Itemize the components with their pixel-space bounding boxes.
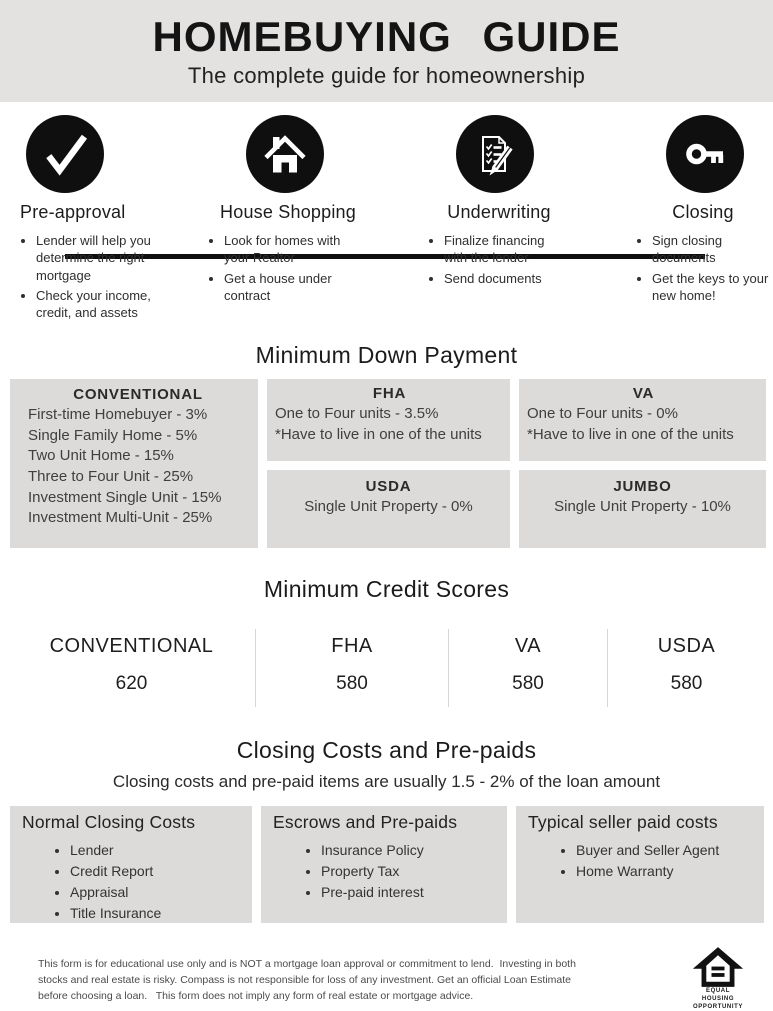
box-heading: Escrows and Pre-paids	[273, 812, 458, 832]
down-payment-item: *Have to live in one of the units	[527, 425, 734, 443]
step-bullets	[208, 232, 368, 304]
closing-costs-title: Closing Costs and Pre-paids	[236, 737, 537, 763]
down-payment-section	[0, 342, 773, 548]
step-closing	[636, 202, 770, 307]
normal-closing-costs-box	[10, 806, 252, 923]
loan-type-label: VA	[514, 635, 542, 657]
credit-score-value: 580	[336, 673, 368, 694]
down-payment-item: *Have to live in one of the units	[275, 425, 482, 443]
credit-score-column	[449, 629, 608, 707]
closing-costs-grid	[0, 806, 773, 923]
list-item: • Look for homes with your Realtor	[224, 232, 368, 267]
house-icon	[246, 115, 324, 193]
loan-type-label: CONVENTIONAL	[49, 635, 214, 657]
conventional-box	[10, 379, 258, 548]
credit-scores-title: Minimum Credit Scores	[263, 576, 510, 602]
box-heading: JUMBO	[613, 478, 672, 495]
footer	[0, 947, 773, 1010]
list-item: • Title Insurance	[70, 903, 244, 924]
credit-score-column	[608, 629, 765, 707]
down-payment-item: Single Unit Property - 10%	[554, 498, 731, 515]
checkmark-icon	[26, 115, 104, 193]
step-title: Pre-approval	[20, 202, 126, 222]
closing-costs-list	[22, 840, 244, 924]
step-underwriting	[428, 202, 570, 290]
step-bullets	[20, 232, 188, 321]
step-title: House Shopping	[220, 202, 356, 222]
list-item: • Buyer and Seller Agent	[576, 840, 756, 861]
down-payment-item: Single Family Home - 5%	[28, 426, 198, 444]
step-bullets	[636, 232, 770, 304]
box-heading: VA	[632, 385, 655, 402]
closing-costs-list	[273, 840, 499, 903]
page-title: HOMEBUYING GUIDE	[152, 13, 621, 60]
down-payment-item: Investment Multi-Unit - 25%	[28, 509, 213, 527]
down-payment-item: Single Unit Property - 0%	[304, 498, 473, 515]
step-title: Underwriting	[447, 202, 551, 222]
box-heading: Normal Closing Costs	[22, 812, 196, 832]
header	[0, 0, 773, 102]
credit-score-value: 580	[512, 673, 544, 694]
key-icon	[666, 115, 744, 193]
equal-housing-text: EQUAL HOUSING OPPORTUNITY	[693, 988, 743, 1010]
list-item: • Get the keys to your new home!	[652, 270, 770, 305]
credit-score-column	[8, 629, 256, 707]
equal-housing-logo	[689, 947, 747, 1011]
down-payment-title: Minimum Down Payment	[255, 342, 518, 368]
list-item: • Check your income, credit, and assets	[36, 287, 188, 322]
list-item: • Send documents	[444, 270, 570, 287]
list-item: • Home Warranty	[576, 861, 756, 882]
seller-paid-costs-box	[516, 806, 764, 923]
box-heading: FHA	[372, 385, 407, 402]
list-item: • Lender will help you determine the right mortgage	[36, 232, 188, 284]
fha-box	[267, 379, 510, 461]
jumbo-box	[519, 470, 766, 548]
disclaimer-text: This form is for educational use only and is NOT a mortgage loan approval or commitment to lend. Investing in both stocks and real estate is risky. Compass is not responsible for loss of any investment. Get an official Loan Estimate before choosing a loan. This form does not imply any form of real estate or mortgage advice.	[38, 958, 579, 1002]
list-item: • Pre-paid interest	[321, 882, 499, 903]
credit-score-value: 620	[115, 673, 148, 694]
list-item: • Sign closing documents	[652, 232, 770, 267]
credit-score-column	[256, 629, 449, 707]
clipboard-pencil-icon	[456, 115, 534, 193]
process-timeline	[0, 102, 773, 332]
list-item: • Credit Report	[70, 861, 244, 882]
down-payment-item: Two Unit Home - 15%	[28, 447, 174, 465]
down-payment-item: Investment Single Unit - 15%	[28, 488, 222, 506]
loan-type-label: FHA	[331, 635, 373, 657]
credit-scores-table	[0, 629, 773, 707]
step-title: Closing	[672, 202, 734, 222]
closing-costs-list	[528, 840, 756, 882]
down-payment-item: One to Four units - 3.5%	[275, 405, 439, 422]
list-item: • Lender	[70, 840, 244, 861]
box-heading: USDA	[365, 478, 412, 495]
box-heading: Typical seller paid costs	[528, 812, 718, 832]
step-house-shopping	[208, 202, 368, 307]
down-payment-item: One to Four units - 0%	[527, 405, 678, 422]
page-subtitle: The complete guide for homeownership	[187, 63, 586, 89]
closing-costs-section	[0, 737, 773, 923]
list-item: • Appraisal	[70, 882, 244, 903]
list-item: • Finalize financing with the lender	[444, 232, 570, 267]
step-pre-approval	[20, 202, 188, 324]
credit-scores-section	[0, 576, 773, 707]
down-payment-grid	[0, 379, 773, 548]
step-bullets	[428, 232, 570, 287]
list-item: • Property Tax	[321, 861, 499, 882]
credit-score-value: 580	[670, 673, 703, 694]
list-item: • Insurance Policy	[321, 840, 499, 861]
down-payment-item: First-time Homebuyer - 3%	[28, 406, 208, 423]
va-box	[519, 379, 766, 461]
equal-housing-house-icon	[692, 947, 744, 987]
list-item: • Get a house under contract	[224, 270, 368, 305]
closing-costs-subtitle: Closing costs and pre-paid items are usually 1.5 - 2% of the loan amount	[112, 772, 661, 791]
usda-box	[267, 470, 510, 548]
escrows-prepaids-box	[261, 806, 507, 923]
down-payment-item: Three to Four Unit - 25%	[28, 468, 194, 486]
loan-type-label: USDA	[657, 635, 716, 657]
box-heading: CONVENTIONAL	[73, 386, 203, 403]
